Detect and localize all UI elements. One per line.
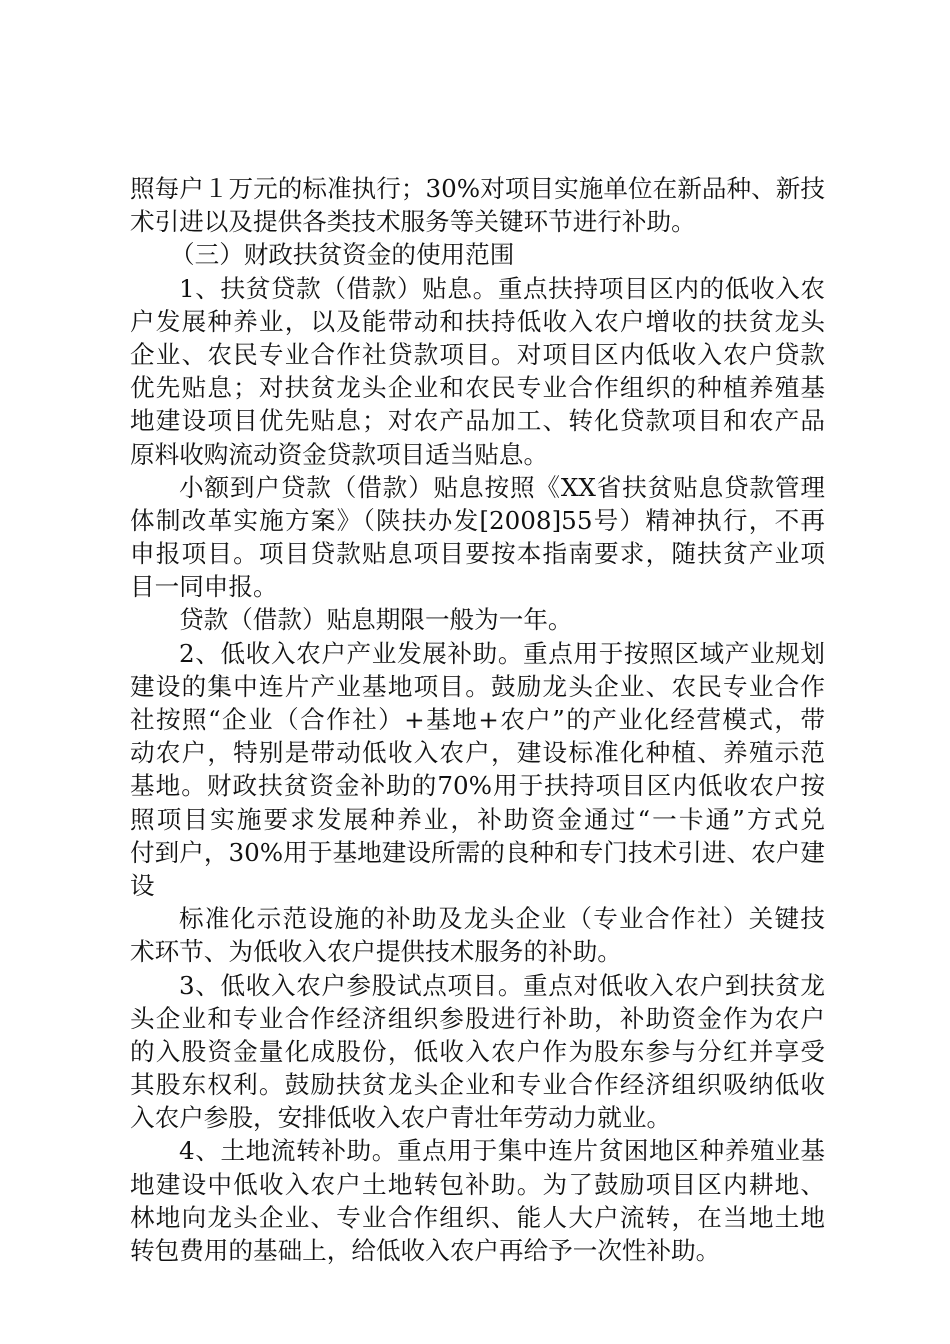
text-line: 术环节、为低收入农户提供技术服务的补助。 xyxy=(130,937,622,967)
text-line: 照项目实施要求发展种养业，补助资金通过“一卡通”方式兑 xyxy=(130,804,825,834)
text-line: 小额到户贷款（借款）贴息按照《XX省扶贫贴息贷款管理 xyxy=(179,472,825,502)
document-body xyxy=(130,172,825,1267)
text-line: 2、低收入农户产业发展补助。重点用于按照区域产业规划 xyxy=(179,638,825,668)
text-line: 地建设中低收入农户土地转包补助。为了鼓励项目区内耕地、 xyxy=(130,1169,825,1199)
text-line: 企业、农民专业合作社贷款项目。对项目区内低收入农户贷款 xyxy=(130,339,825,369)
text-line: 地建设项目优先贴息；对农产品加工、转化贷款项目和农产品 xyxy=(130,406,825,436)
text-line: 贷款（借款）贴息期限一般为一年。 xyxy=(179,605,573,635)
text-line: 基地。财政扶贫资金补助的70%用于扶持项目区内低收农户按 xyxy=(130,771,825,801)
text-line: 体制改革实施方案》（陕扶办发[2008]55号）精神执行，不再 xyxy=(130,505,825,535)
text-line: 社按照“企业（合作社）+基地+农户”的产业化经营模式，带 xyxy=(130,705,825,734)
text-line: 3、低收入农户参股试点项目。重点对低收入农户到扶贫龙 xyxy=(179,970,825,1000)
text-line: 目一同申报。 xyxy=(130,572,278,602)
text-line: 林地向龙头企业、专业合作组织、能人大户流转，在当地土地 xyxy=(130,1202,825,1232)
text-line: 付到户，30%用于基地建设所需的良种和专门技术引进、农户建 xyxy=(130,837,825,867)
text-line: （三）财政扶贫资金的使用范围 xyxy=(170,240,515,270)
text-line: 照每户１万元的标准执行；30%对项目实施单位在新品种、新技 xyxy=(130,174,825,203)
text-line: 术引进以及提供各类技术服务等关键环节进行补助。 xyxy=(130,207,696,237)
text-line: 的入股资金量化成股份，低收入农户作为股东参与分红并享受 xyxy=(130,1036,825,1066)
text-line: 动农户，特别是带动低收入农户，建设标准化种植、养殖示范 xyxy=(130,738,825,768)
text-line: 户发展种养业，以及能带动和扶持低收入农户增收的扶贫龙头 xyxy=(130,306,825,336)
text-line: 入农户参股，安排低收入农户青壮年劳动力就业。 xyxy=(130,1103,672,1133)
text-line: 转包费用的基础上，给低收入农户再给予一次性补助。 xyxy=(130,1236,721,1265)
text-line: 其股东权利。鼓励扶贫龙头企业和专业合作经济组织吸纳低收 xyxy=(130,1070,825,1100)
text-line: 1、扶贫贷款（借款）贴息。重点扶持项目区内的低收入农 xyxy=(179,273,825,303)
text-line: 原料收购流动资金贷款项目适当贴息。 xyxy=(130,439,549,469)
text-line: 4、土地流转补助。重点用于集中连片贫困地区种养殖业基 xyxy=(179,1136,825,1166)
text-line: 设 xyxy=(130,870,155,900)
text-line: 优先贴息；对扶贫龙头企业和农民专业合作组织的种植养殖基 xyxy=(130,373,825,403)
text-line: 头企业和专业合作经济组织参股进行补助，补助资金作为农户 xyxy=(130,1003,825,1033)
text-line: 申报项目。项目贷款贴息项目要按本指南要求，随扶贫产业项 xyxy=(130,539,825,569)
text-line: 建设的集中连片产业基地项目。鼓励龙头企业、农民专业合作 xyxy=(130,671,825,701)
text-line: 标准化示范设施的补助及龙头企业（专业合作社）关键技 xyxy=(179,904,825,934)
